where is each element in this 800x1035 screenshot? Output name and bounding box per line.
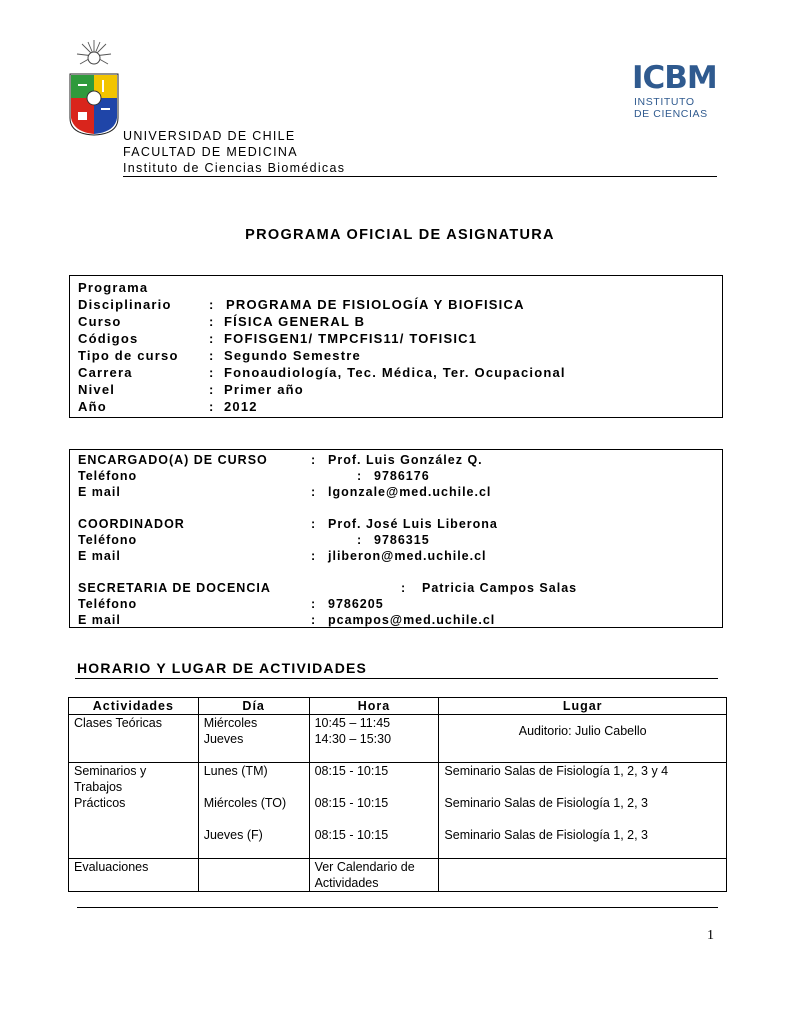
program-key: Programa xyxy=(78,280,149,295)
column-header: Día xyxy=(198,698,309,715)
program-key: Curso xyxy=(78,314,122,329)
table-row xyxy=(69,715,727,763)
place-cell xyxy=(439,859,727,892)
program-value: Primer año xyxy=(224,382,304,397)
icbm-logo xyxy=(632,60,717,122)
universidad-de-chile-crest xyxy=(68,40,120,136)
page-title: PROGRAMA OFICIAL DE ASIGNATURA xyxy=(245,227,555,243)
activity-cell: Evaluaciones xyxy=(69,859,199,892)
column-header: Lugar xyxy=(439,698,727,715)
place-cell: Auditorio: Julio Cabello xyxy=(439,715,727,763)
contact-key: ENCARGADO(A) DE CURSO xyxy=(78,453,268,467)
institute-name: Instituto de Ciencias Biomédicas xyxy=(123,161,346,175)
university-name: UNIVERSIDAD DE CHILE xyxy=(123,129,296,143)
program-key: Año xyxy=(78,399,107,414)
contact-value: 9786205 xyxy=(328,597,384,611)
hour-cell: Ver Calendario de Actividades xyxy=(309,859,439,892)
program-key: Códigos xyxy=(78,331,139,346)
program-value: PROGRAMA DE FISIOLOGÍA Y BIOFISICA xyxy=(226,297,525,312)
header-divider xyxy=(123,176,717,177)
day-cell: Miércoles Jueves xyxy=(198,715,309,763)
footer-divider xyxy=(77,907,718,908)
contact-value: Prof. José Luis Liberona xyxy=(328,517,498,531)
program-key: Carrera xyxy=(78,365,133,380)
activity-cell: Seminarios y Trabajos Prácticos xyxy=(69,763,199,859)
page-number: 1 xyxy=(707,928,714,943)
icbm-logo-line1: INSTITUTO xyxy=(634,96,695,108)
schedule-section-title: HORARIO Y LUGAR DE ACTIVIDADES xyxy=(77,660,368,676)
contact-key: E mail xyxy=(78,549,121,563)
program-value: Fonoaudiología, Tec. Médica, Ter. Ocupacional xyxy=(224,365,566,380)
program-value: FOFISGEN1/ TMPCFIS11/ TOFISIC1 xyxy=(224,331,478,346)
contact-value: 9786176 xyxy=(374,469,430,483)
program-value: 2012 xyxy=(224,399,258,414)
contact-key: Teléfono xyxy=(78,533,138,547)
table-header-row xyxy=(69,698,727,715)
institution-block xyxy=(123,128,345,176)
contact-key: Teléfono xyxy=(78,597,138,611)
section-divider xyxy=(75,678,718,679)
contact-key: E mail xyxy=(78,613,121,627)
hour-cell: 10:45 – 11:45 14:30 – 15:30 xyxy=(309,715,439,763)
program-key: Disciplinario xyxy=(78,297,172,312)
contact-key: COORDINADOR xyxy=(78,517,185,531)
contact-value: pcampos@med.uchile.cl xyxy=(328,613,496,627)
table-row xyxy=(69,859,727,892)
day-cell xyxy=(198,859,309,892)
contacts-box: ENCARGADO(A) DE CURSO : Prof. Luis González Q. Teléfono : 9786176 E mail : lgonzale@med.uchile.cl COORDINADOR : Prof. José Luis Liberona Teléfono : 9786315 E mail : jliberon@med.uchile.cl SECRETARIA DE DOCENCIA : Patricia Campos Salas Teléfono : 9786205 E mail : pcampos@med.uchile.cl xyxy=(69,449,723,628)
hour-cell: 08:15 - 10:15 08:15 - 10:15 08:15 - 10:15 xyxy=(309,763,439,859)
contact-value: lgonzale@med.uchile.cl xyxy=(328,485,492,499)
place-cell: Seminario Salas de Fisiología 1, 2, 3 y 4 Seminario Salas de Fisiología 1, 2, 3 Seminario Salas de Fisiología 1, 2, 3 xyxy=(439,763,727,859)
schedule-table xyxy=(68,697,727,892)
contact-value: Prof. Luis González Q. xyxy=(328,453,483,467)
contact-key: Teléfono xyxy=(78,469,138,483)
program-value: FÍSICA GENERAL B xyxy=(224,314,366,329)
icbm-logo-line2: DE CIENCIAS xyxy=(634,108,708,120)
activity-cell: Clases Teóricas xyxy=(69,715,199,763)
contact-value: 9786315 xyxy=(374,533,430,547)
icbm-logo-mark: ICBM xyxy=(632,60,717,96)
contact-value: jliberon@med.uchile.cl xyxy=(328,549,487,563)
column-header: Actividades xyxy=(69,698,199,715)
faculty-name: FACULTAD DE MEDICINA xyxy=(123,145,298,159)
program-value: Segundo Semestre xyxy=(224,348,361,363)
day-cell: Lunes (TM) Miércoles (TO) Jueves (F) xyxy=(198,763,309,859)
contact-key: E mail xyxy=(78,485,121,499)
program-key: Nivel xyxy=(78,382,116,397)
program-key: Tipo de curso xyxy=(78,348,179,363)
contact-key: SECRETARIA DE DOCENCIA xyxy=(78,581,271,595)
contact-value: Patricia Campos Salas xyxy=(422,581,578,595)
table-row xyxy=(69,763,727,859)
program-info-box: Programa Disciplinario : PROGRAMA DE FISIOLOGÍA Y BIOFISICA Curso : FÍSICA GENERAL B Códigos : FOFISGEN1/ TMPCFIS11/ TOFISIC1 Tipo de curso : Segundo Semestre Carrera : Fonoaudiología, Tec. Médica, Ter. Ocupacional Nivel : Primer año Año : 2012 xyxy=(69,275,723,418)
column-header: Hora xyxy=(309,698,439,715)
